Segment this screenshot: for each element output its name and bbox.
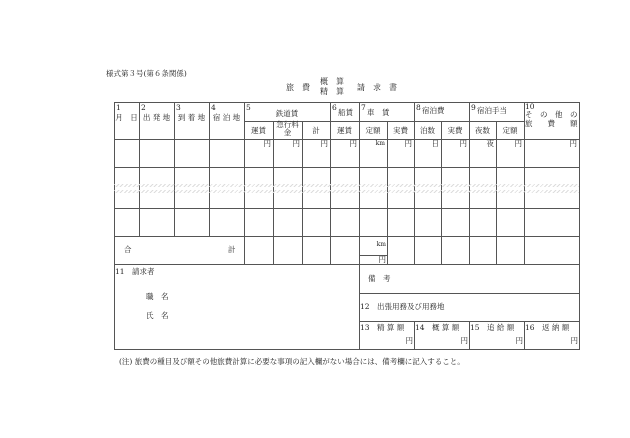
grid-line — [114, 264, 580, 265]
col-header-rail: 鉄道賃 — [275, 109, 299, 118]
grid-line — [114, 236, 580, 237]
col-num: 2 — [141, 103, 146, 112]
sub-header: 定額 — [502, 126, 518, 135]
grid-line — [174, 102, 175, 236]
total-km-unit: km — [376, 241, 386, 248]
title-estimate: 概 算 — [320, 77, 344, 86]
estimate-amount-label: 14 概 算 額 — [415, 323, 460, 332]
col-header-other-1: そ の 他 の — [525, 110, 578, 119]
unit-label: 円 — [263, 139, 271, 148]
title-left: 旅 費 — [286, 83, 310, 92]
unit-label: 円 — [292, 139, 300, 148]
settlement-amount-label: 13 精 算 額 — [360, 323, 405, 332]
sub-header: 実費 — [393, 126, 408, 135]
col-num: 6 — [332, 103, 337, 112]
unit-label: 円 — [404, 139, 412, 148]
col-num: 1 — [116, 103, 121, 112]
grid-line — [209, 102, 210, 236]
col-num: 3 — [176, 103, 181, 112]
sub-header: 定額 — [365, 126, 381, 135]
col-header-lodging-allowance: 宿泊手当 — [477, 106, 507, 115]
unit-label: 円 — [514, 139, 522, 148]
col-header-arrival: 到 着 地 — [177, 113, 206, 122]
sub-header: 急行料金 — [276, 120, 299, 137]
col-num: 8 — [416, 103, 421, 112]
unit-yen: 円 — [405, 336, 413, 345]
grid-line — [114, 208, 580, 209]
name-label: 氏 名 — [146, 311, 169, 320]
col-num: 4 — [211, 103, 216, 112]
sub-header: 計 — [312, 126, 320, 135]
grid-line — [114, 102, 115, 350]
claimant-label: 11 請求者 — [115, 267, 155, 276]
grid-line — [579, 102, 580, 350]
col-header-date: 月 日 — [115, 113, 138, 122]
col-header-lodging-place: 宿 泊 地 — [212, 113, 241, 122]
col-header-car: 車 賃 — [367, 108, 390, 117]
sub-header: 夜数 — [475, 126, 490, 135]
position-label: 職 名 — [146, 292, 169, 301]
unit-label: 円 — [569, 139, 577, 148]
title-right: 請 求 書 — [357, 83, 397, 92]
total-label-right: 計 — [228, 245, 236, 254]
sub-header: 泊数 — [420, 126, 435, 135]
col-num: 5 — [246, 103, 251, 112]
unit-yen: 円 — [460, 336, 468, 345]
unit-label: 円 — [349, 139, 357, 148]
total-yen-unit: 円 — [378, 255, 386, 264]
grid-line — [139, 102, 140, 236]
grid-line — [114, 349, 580, 350]
unit-label: 日 — [431, 139, 439, 148]
unit-label: 夜 — [486, 139, 494, 148]
sub-header: 運賃 — [251, 126, 266, 135]
grid-line — [114, 167, 580, 168]
grid-line — [114, 102, 580, 103]
unit-yen: 円 — [515, 336, 523, 345]
col-header-lodging: 宿泊費 — [422, 106, 445, 115]
unit-yen: 円 — [570, 336, 578, 345]
col-header-departure: 出 発 地 — [142, 113, 171, 122]
sub-header: 運賃 — [337, 126, 352, 135]
grid-line — [244, 236, 245, 264]
form-label: 様式第３号(第６条関係) — [106, 69, 187, 78]
unit-label: km — [375, 140, 385, 147]
col-num: 9 — [471, 103, 476, 112]
footnote: (注) 旅費の種目及び額その他旅費計算に必要な事項の記入欄がない場合には、備考欄に記入すること。 — [119, 357, 465, 366]
total-label-left: 合 — [124, 245, 132, 254]
purpose-label: 12 出張用務及び用務地 — [360, 302, 445, 311]
unit-label: 円 — [320, 139, 328, 148]
title-settlement: 精 算 — [320, 87, 344, 96]
col-num: 7 — [361, 103, 366, 112]
unit-label: 円 — [459, 139, 467, 148]
sub-header: 実費 — [447, 126, 463, 135]
col-num: 10 — [525, 102, 535, 111]
col-header-other-2: 旅 費 額 — [525, 119, 578, 128]
refund-amount-label: 16 返 納 額 — [525, 323, 570, 332]
omission-mark — [114, 184, 579, 187]
additional-payment-label: 15 追 給 額 — [470, 323, 515, 332]
remarks-label: 備 考 — [368, 274, 391, 283]
col-header-ship: 船賃 — [338, 108, 353, 117]
grid-line — [359, 293, 580, 294]
omission-mark — [114, 190, 579, 193]
